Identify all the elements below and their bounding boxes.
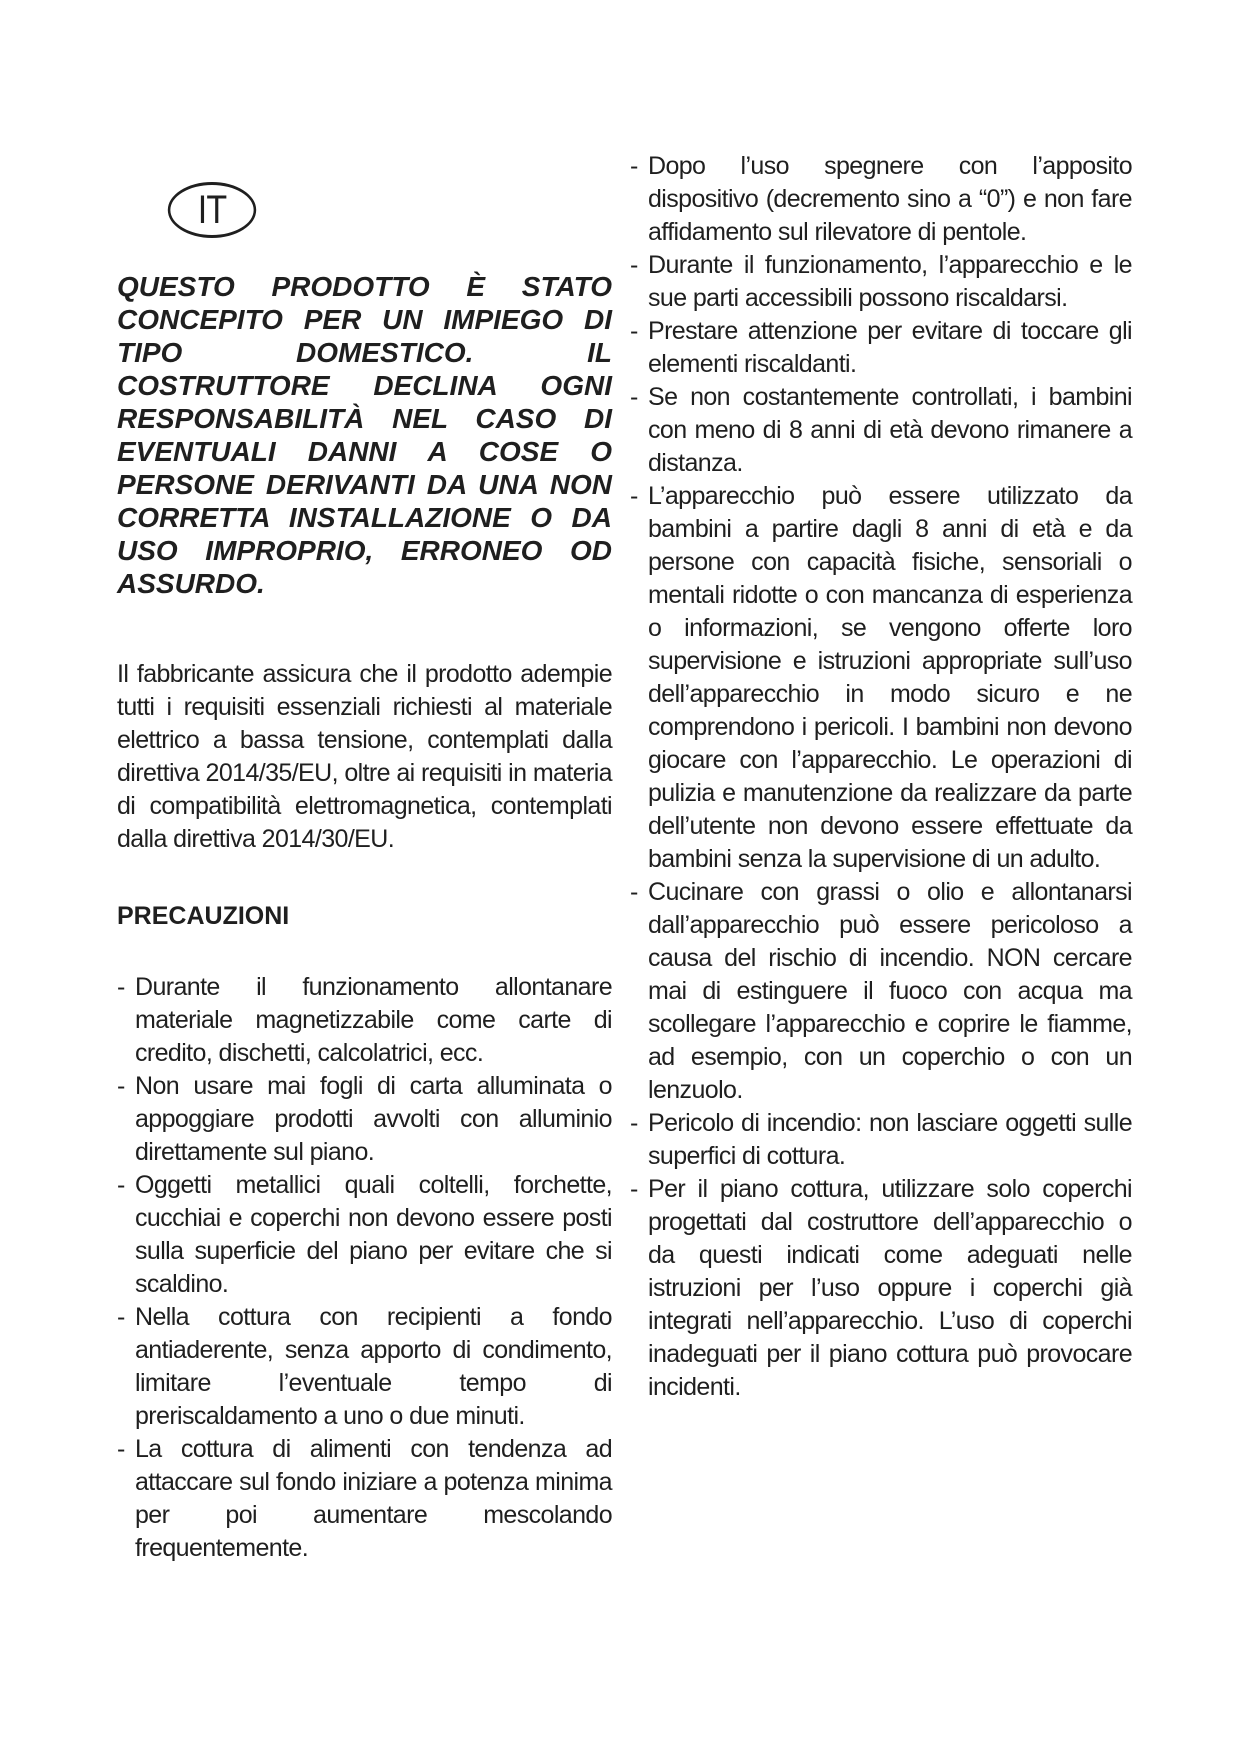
list-item-text: Nella cottura con recipienti a fondo antiaderente, senza apporto di condimento, limitare l’eventuale tempo di preriscaldamento a uno o due minuti. bbox=[135, 1303, 612, 1430]
list-item-text: Oggetti metallici quali coltelli, forchette, cucchiai e coperchi non devono essere posti sulla superficie del piano per evitare che si scaldino. bbox=[135, 1171, 612, 1298]
list-item bbox=[630, 381, 1132, 480]
list-bullet: - bbox=[630, 152, 638, 180]
language-badge: IT bbox=[168, 182, 256, 238]
list-item-text: Durante il funzionamento, l’apparecchio e le sue parti accessibili possono riscaldarsi. bbox=[648, 251, 1132, 312]
list-item-text: Se non costantemente controllati, i bambini con meno di 8 anni di età devono rimanere a distanza. bbox=[648, 383, 1132, 477]
left-column bbox=[117, 270, 612, 1565]
list-item bbox=[630, 315, 1132, 381]
list-item bbox=[630, 150, 1132, 249]
list-item bbox=[630, 876, 1132, 1107]
list-item-text: L’apparecchio può essere utilizzato da bambini a partire dagli 8 anni di età e da persone con capacità fisiche, sensoriali o mentali ridotte o con mancanza di esperienza o informazioni, se vengono offerte loro supervisione e istruzioni appropriate sull’uso dell’apparecchio in modo sicuro e ne comprendono i pericoli. I bambini non devono giocare con l’apparecchio. Le operazioni di pulizia e manutenzione da realizzare da parte dell’utente non devono essere effettuate da bambini senza la supervisione di un adulto. bbox=[648, 482, 1132, 873]
list-item-text: Prestare attenzione per evitare di toccare gli elementi riscaldanti. bbox=[648, 317, 1132, 378]
list-bullet: - bbox=[630, 1109, 638, 1137]
list-item bbox=[117, 1070, 612, 1169]
list-bullet: - bbox=[630, 317, 638, 345]
list-item-text: Per il piano cottura, utilizzare solo coperchi progettati dal costruttore dell’apparecchio o da questi indicati come adeguati nelle istruzioni per l’uso oppure i coperchi già integrati nell’apparecchio. L’uso di coperchi inadeguati per il piano cottura può provocare incidenti. bbox=[648, 1175, 1132, 1401]
list-bullet: - bbox=[630, 878, 638, 906]
list-bullet: - bbox=[117, 1072, 125, 1100]
right-column bbox=[630, 150, 1132, 1404]
list-item bbox=[630, 249, 1132, 315]
list-item bbox=[630, 1173, 1132, 1404]
list-item bbox=[630, 1107, 1132, 1173]
list-item-text: Dopo l’uso spegnere con l’apposito dispositivo (decremento sino a “0”) e non fare affidamento sul rilevatore di pentole. bbox=[648, 152, 1132, 246]
conformity-statement: Il fabbricante assicura che il prodotto adempie tutti i requisiti essenziali richiesti al materiale elettrico a bassa tensione, contemplati dalla direttiva 2014/35/EU, oltre ai requisiti in materia di compatibilità elettromagnetica, contemplati dalla direttiva 2014/30/EU. bbox=[117, 660, 612, 853]
right-precautions-list bbox=[630, 150, 1132, 1404]
domestic-use-warning: QUESTO PRODOTTO È STATO CONCEPITO PER UN IMPIEGO DI TIPO DOMESTICO. IL COSTRUTTORE DECLINA OGNI RESPONSABILITÀ NEL CASO DI EVENTUALI DANNI A COSE O PERSONE DERIVANTI DA UNA NON CORRETTA INSTALLAZIONE O DA USO IMPROPRIO, ERRONEO OD ASSURDO. bbox=[117, 271, 612, 599]
precautions-heading: PRECAUZIONI bbox=[117, 902, 290, 930]
left-precautions-list bbox=[117, 971, 612, 1565]
list-item-text: Cucinare con grassi o olio e allontanarsi dall’apparecchio può essere pericoloso a causa del rischio di incendio. NON cercare mai di estinguere il fuoco con acqua ma scollegare l’apparecchio e coprire le fiamme, ad esempio, con un coperchio o con un lenzuolo. bbox=[648, 878, 1132, 1104]
list-item bbox=[117, 1169, 612, 1301]
list-bullet: - bbox=[117, 973, 125, 1001]
list-bullet: - bbox=[630, 383, 638, 411]
list-item-text: Durante il funzionamento allontanare materiale magnetizzabile come carte di credito, dischetti, calcolatrici, ecc. bbox=[135, 973, 612, 1067]
list-bullet: - bbox=[630, 251, 638, 279]
list-bullet: - bbox=[117, 1303, 125, 1331]
list-item bbox=[117, 1301, 612, 1433]
list-bullet: - bbox=[117, 1435, 125, 1463]
list-item-text: Pericolo di incendio: non lasciare oggetti sulle superfici di cottura. bbox=[648, 1109, 1132, 1170]
list-bullet: - bbox=[630, 1175, 638, 1203]
list-item bbox=[117, 1433, 612, 1565]
list-item bbox=[630, 480, 1132, 876]
list-item bbox=[117, 971, 612, 1070]
list-item-text: La cottura di alimenti con tendenza ad attaccare sul fondo iniziare a potenza minima per poi aumentare mescolando frequentemente. bbox=[135, 1435, 612, 1562]
list-item-text: Non usare mai fogli di carta alluminata o appoggiare prodotti avvolti con alluminio direttamente sul piano. bbox=[135, 1072, 612, 1166]
list-bullet: - bbox=[630, 482, 638, 510]
list-bullet: - bbox=[117, 1171, 125, 1199]
